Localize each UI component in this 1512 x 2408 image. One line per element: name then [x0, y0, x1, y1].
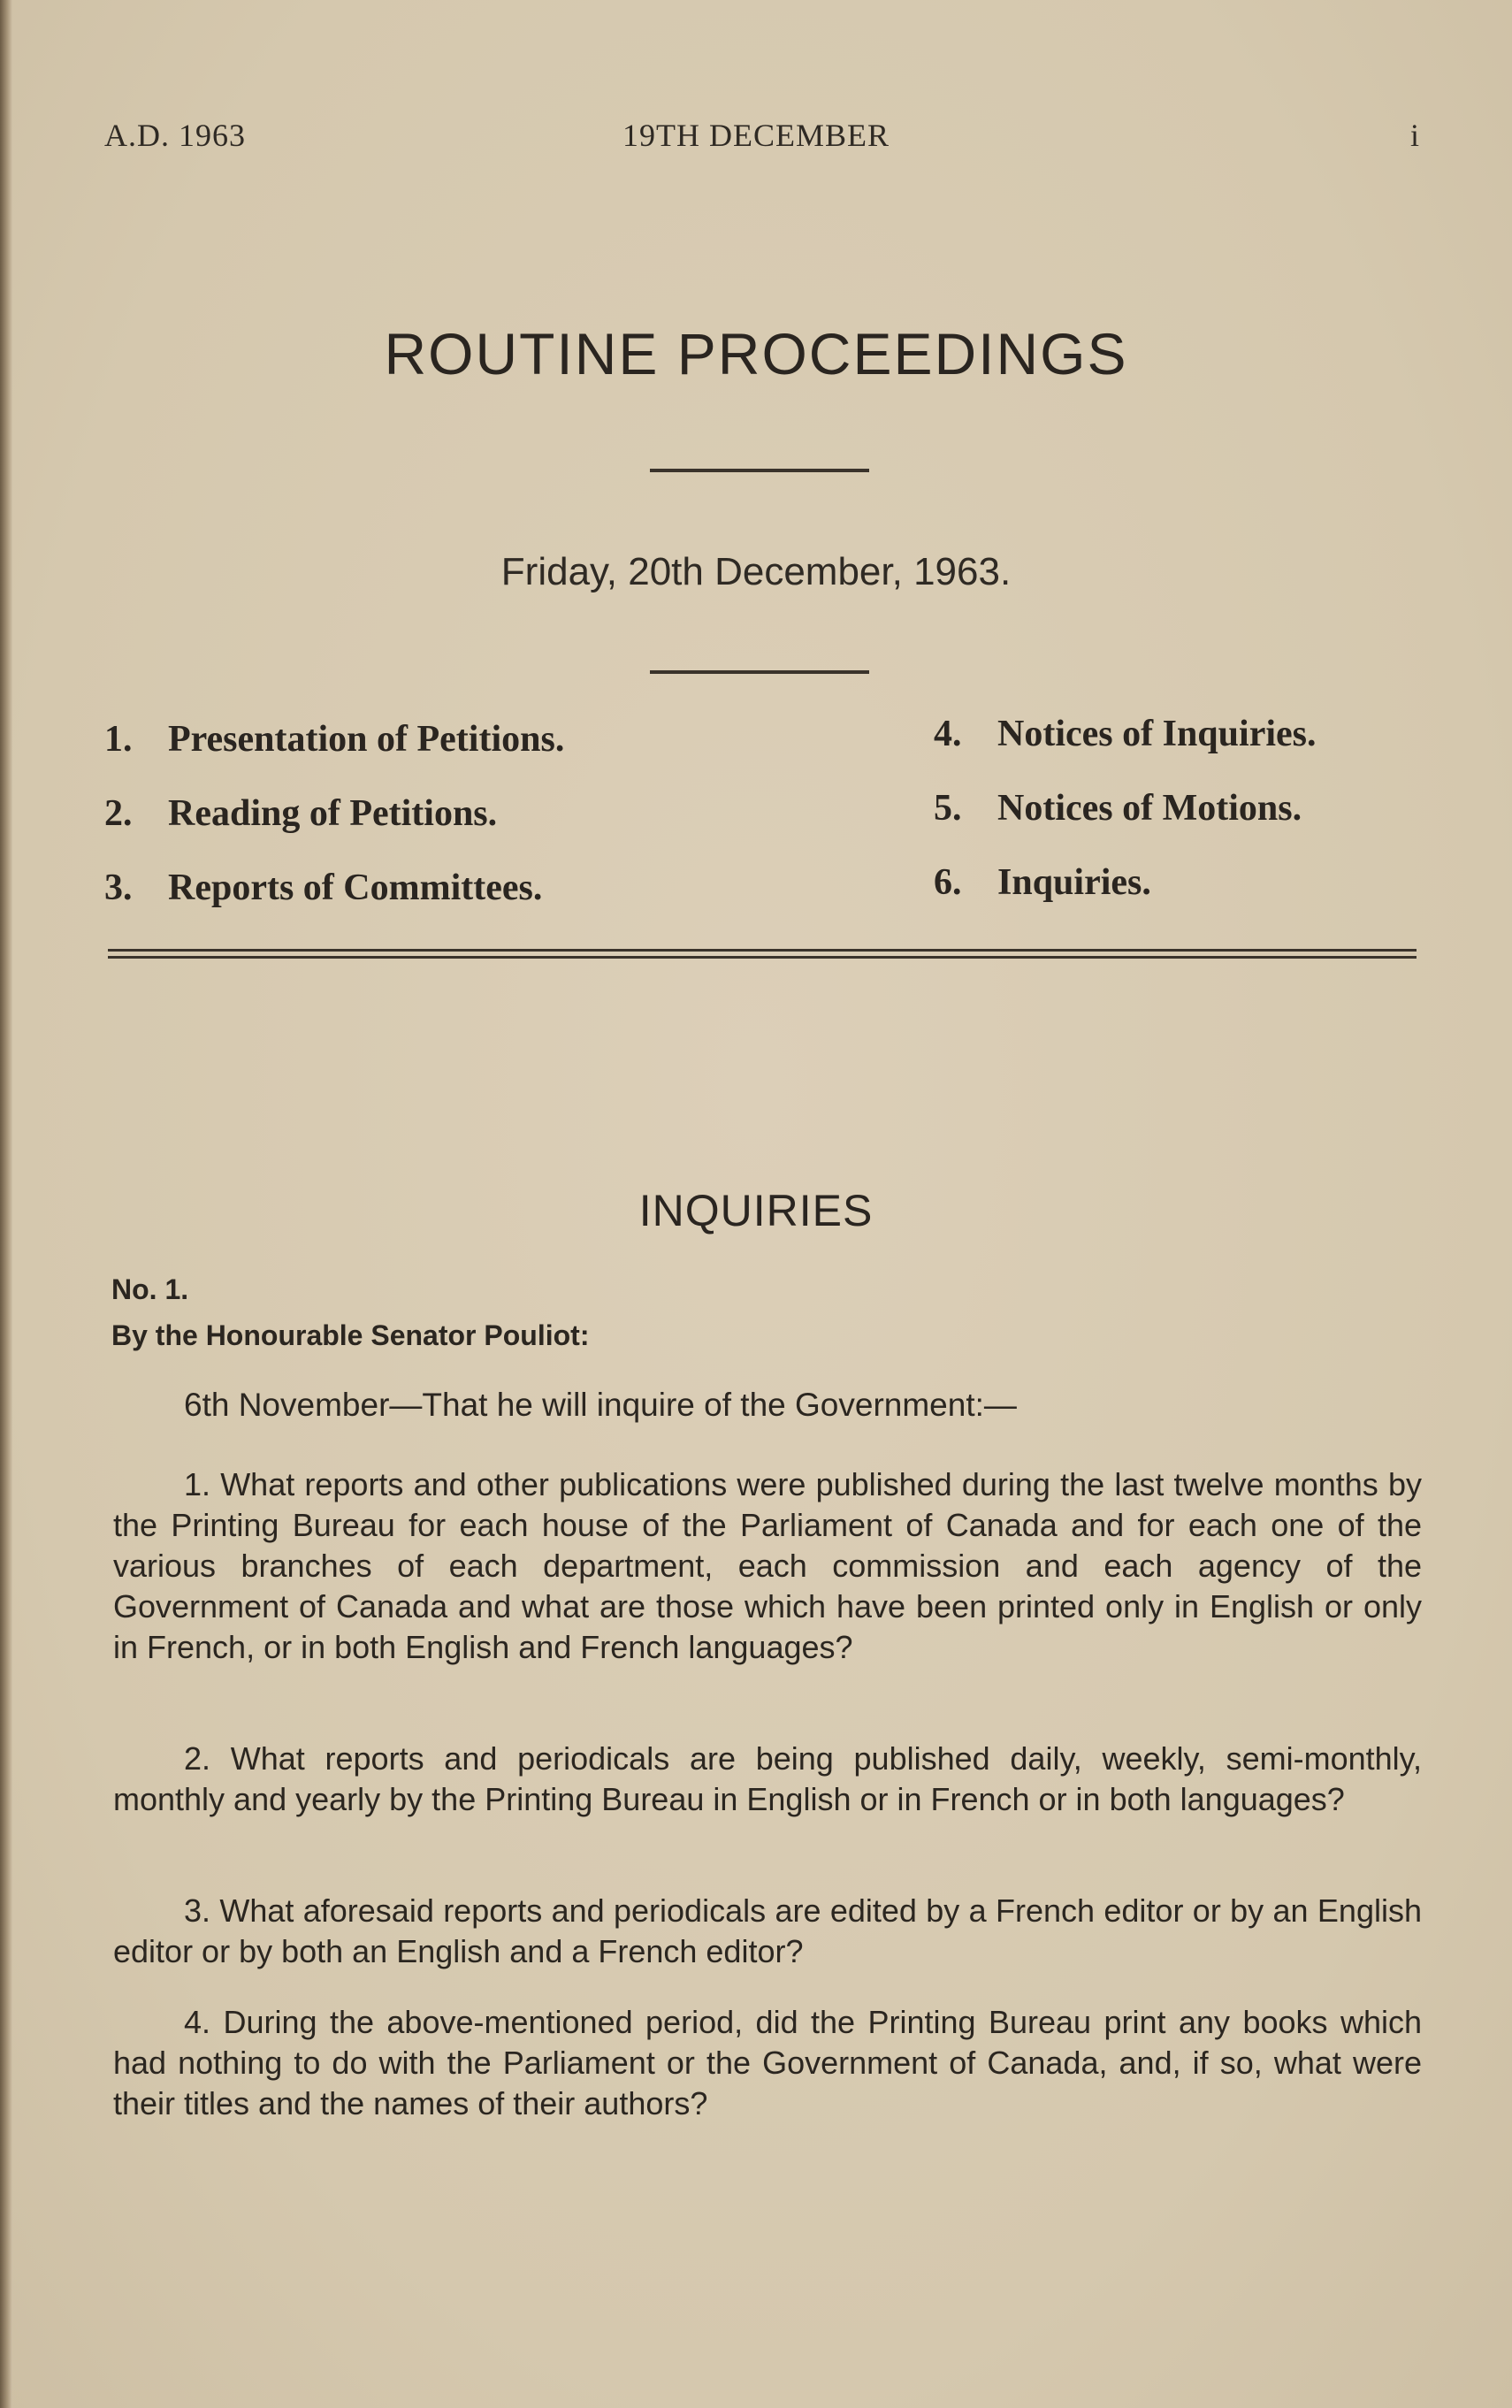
order-item-number: 6.: [934, 862, 962, 903]
order-item-number: 1.: [104, 719, 133, 760]
date-rule: [650, 670, 869, 674]
order-of-business-right: [934, 697, 1317, 920]
inquiry-question: 4. During the above-mentioned period, did the Printing Bureau print any books which had nothing to do with the Parliament or the Government of Canada, and, if so, what were their titles and the names of their authors?: [113, 2004, 1422, 2121]
order-item: [104, 702, 564, 776]
order-item: [104, 851, 564, 925]
title-rule: [650, 469, 869, 472]
order-item-label: Notices of Inquiries.: [997, 714, 1317, 754]
order-item-number: 4.: [934, 714, 962, 754]
inquiry-question: 1. What reports and other publications were published during the last twelve months by the Printing Bureau for each house of the Parliament of Canada and for each one of the various branches of each department, each commission and each agency of the Government of Canada and what are those which have been printed only in English or only in French, or in both English and French languages?: [113, 1466, 1422, 1665]
order-item: [934, 845, 1317, 920]
section-divider-top: [108, 949, 1417, 952]
order-item: [934, 771, 1317, 845]
inquiry-question: 3. What aforesaid reports and periodicals are edited by a French editor or by an English editor or by both an English and a French editor?: [113, 1892, 1422, 1969]
order-item-label: Inquiries.: [997, 862, 1151, 903]
section-divider-bottom: [108, 956, 1417, 959]
inquiry-author: By the Honourable Senator Pouliot:: [111, 1319, 590, 1351]
page-number: i: [1409, 118, 1420, 153]
order-item-label: Reports of Committees.: [168, 868, 543, 908]
running-head-date: 19TH DECEMBER: [622, 118, 890, 153]
order-item-label: Presentation of Petitions.: [168, 719, 565, 760]
order-item: [934, 697, 1317, 771]
running-head-year: A.D. 1963: [104, 118, 246, 153]
order-item-number: 3.: [104, 868, 133, 908]
order-item-number: 5.: [934, 788, 962, 829]
inquiry-question: 2. What reports and periodicals are being published daily, weekly, semi-monthly, monthly and yearly by the Printing Bureau in English or in French or in both languages?: [113, 1740, 1422, 1817]
page-title: ROUTINE PROCEEDINGS: [384, 321, 1128, 386]
order-item-label: Reading of Petitions.: [168, 793, 498, 834]
inquiry-number: No. 1.: [111, 1273, 189, 1305]
inquiry-intro: 6th November—That he will inquire of the Government:—: [184, 1387, 1017, 1423]
order-item-number: 2.: [104, 793, 133, 834]
sitting-date: Friday, 20th December, 1963.: [500, 550, 1012, 593]
order-of-business-left: [104, 702, 564, 925]
order-item-label: Notices of Motions.: [997, 788, 1302, 829]
inquiries-heading: INQUIRIES: [638, 1186, 874, 1235]
order-item: [104, 776, 564, 851]
